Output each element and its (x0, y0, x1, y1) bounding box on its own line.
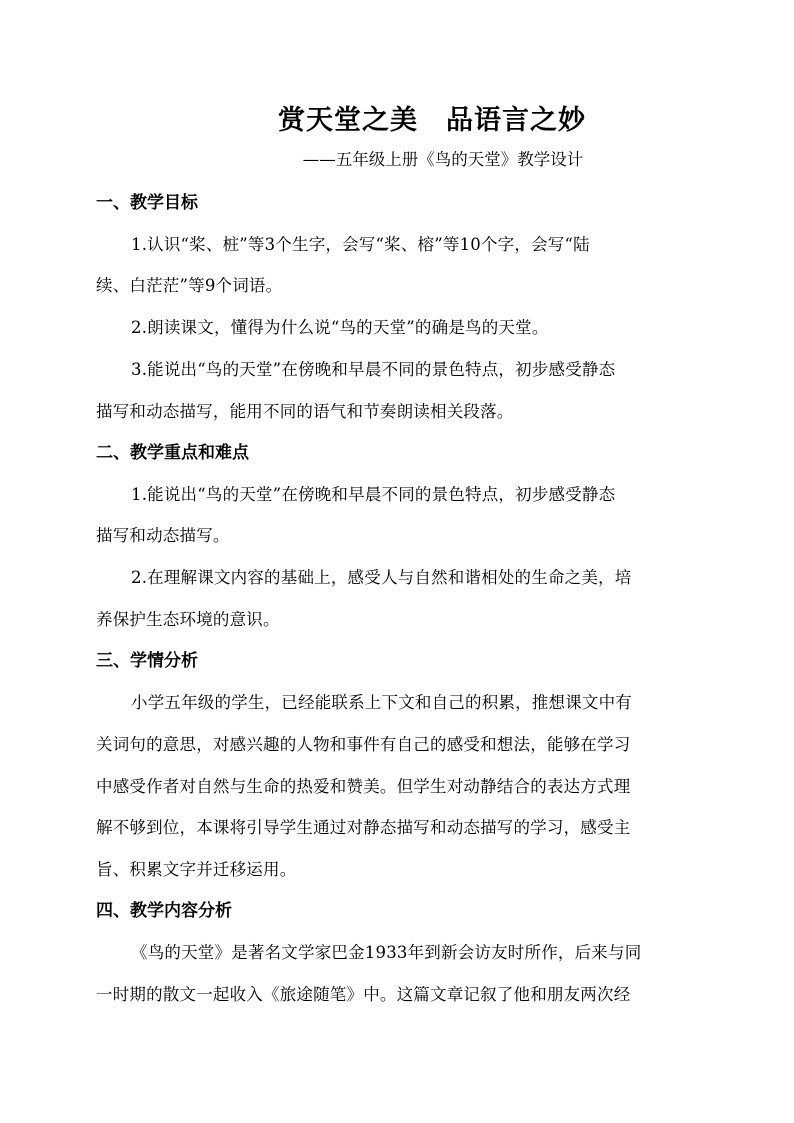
document-subtitle: ——五年级上册《鸟的天堂》教学设计 (302, 150, 584, 169)
section-heading-key-points: 二、教学重点和难点 (96, 443, 249, 463)
paragraph-line: 《鸟的天堂》是著名文学家巴金1933年到新会访友时所作，后来与同 (131, 943, 642, 962)
paragraph-line: 旨、积累文字并迁移运用。 (96, 860, 297, 879)
document-title: 赏天堂之美 品语言之妙 (278, 105, 586, 136)
paragraph-line: 2.在理解课文内容的基础上，感受人与自然和谐相处的生命之美，培 (131, 568, 632, 587)
paragraph-line: 描写和动态描写。 (96, 526, 230, 545)
section-heading-content-analysis: 四、教学内容分析 (96, 901, 232, 921)
section-heading-learner-analysis: 三、学情分析 (96, 651, 198, 671)
paragraph-line: 1.认识“桨、桩”等3个生字，会写“桨、榕”等10个字，会写“陆 (131, 235, 590, 254)
section-heading-teaching-goals: 一、教学目标 (96, 193, 198, 213)
paragraph-line: 小学五年级的学生，已经能联系上下文和自己的积累，推想课文中有 (131, 693, 632, 712)
paragraph-line: 3.能说出“鸟的天堂”在傍晚和早晨不同的景色特点，初步感受静态 (131, 360, 616, 379)
paragraph-line: 养保护生态环境的意识。 (96, 610, 280, 629)
paragraph-line: 1.能说出“鸟的天堂”在傍晚和早晨不同的景色特点，初步感受静态 (131, 485, 616, 504)
paragraph-line: 一时期的散文一起收入《旅途随笔》中。这篇文章记叙了他和朋友两次经 (96, 985, 631, 1004)
paragraph-line: 解不够到位，本课将引导学生通过对静态描写和动态描写的学习，感受主 (96, 818, 631, 837)
paragraph-line: 描写和动态描写，能用不同的语气和节奏朗读相关段落。 (96, 402, 514, 421)
paragraph-line: 2.朗读课文，懂得为什么说“鸟的天堂”的确是鸟的天堂。 (131, 318, 549, 337)
paragraph-line: 关词句的意思，对感兴趣的人物和事件有自己的感受和想法，能够在学习 (96, 735, 631, 754)
paragraph-line: 中感受作者对自然与生命的热爱和赞美。但学生对动静结合的表达方式理 (96, 777, 631, 796)
paragraph-line: 续、白茫茫”等9个词语。 (96, 276, 283, 295)
